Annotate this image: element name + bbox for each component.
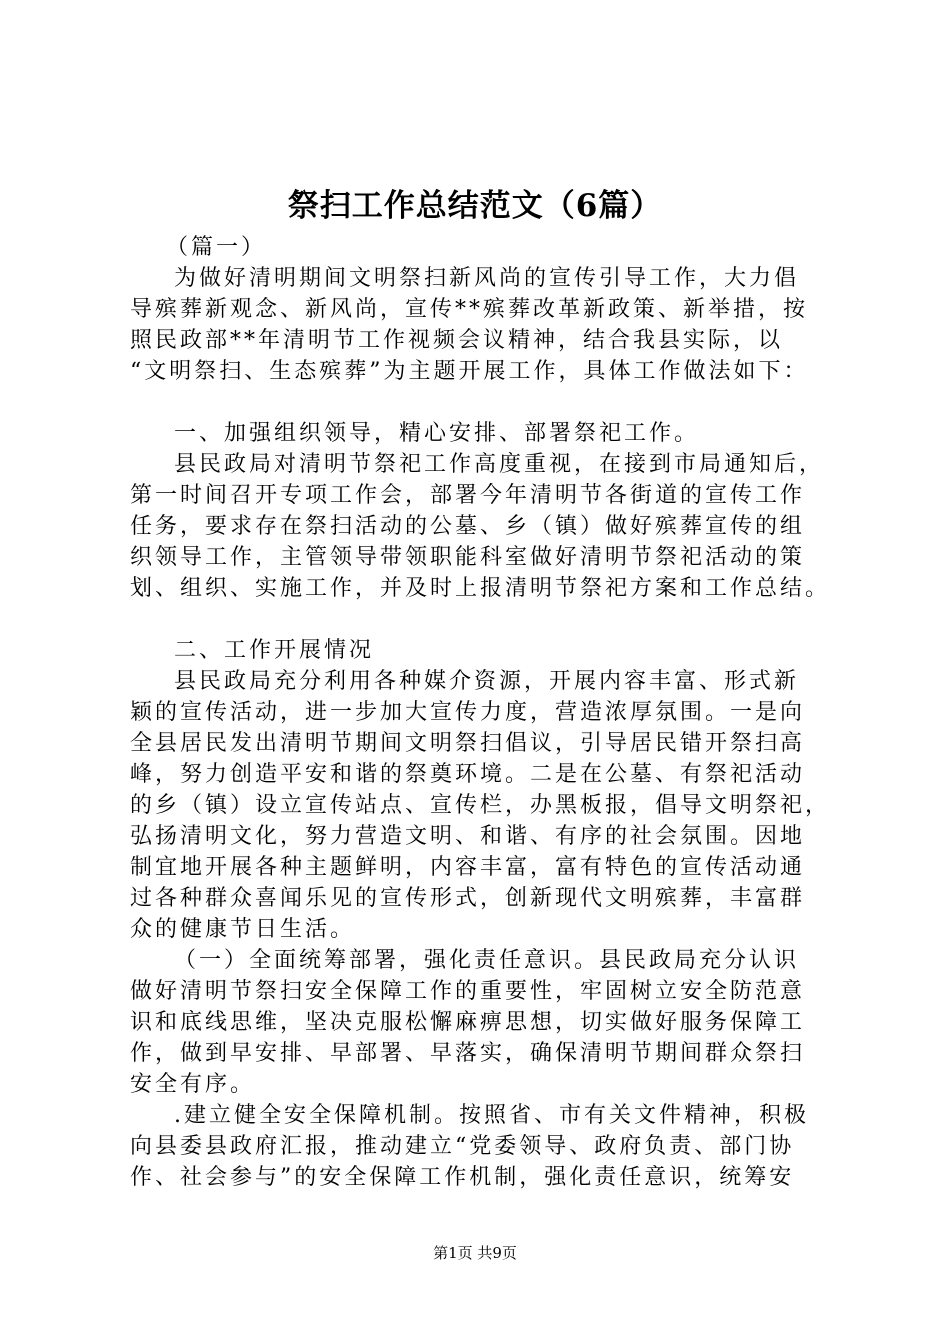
paragraph-line: 作、社会参与”的安全保障工作机制，强化责任意识，统筹安: [130, 1165, 795, 1190]
paragraph-line: （一）全面统筹部署，强化责任意识。县民政局充分认识: [174, 948, 800, 973]
paragraph-line: 颖的宣传活动，进一步加大宣传力度，营造浓厚氛围。一是向: [130, 700, 806, 725]
paragraph-line: 制宜地开展各种主题鲜明，内容丰富，富有特色的宣传活动通: [130, 855, 806, 880]
paragraph-line: 峰，努力创造平安和谐的祭奠环境。二是在公墓、有祭祀活动: [130, 762, 806, 787]
paragraph-line: 作，做到早安排、早部署、早落实，确保清明节期间群众祭扫: [130, 1041, 806, 1066]
document-body: [130, 232, 830, 1193]
section-heading: 一、加强组织领导，精心安排、部署祭祀工作。: [174, 421, 700, 446]
paragraph-line: .建立健全安全保障机制。按照省、市有关文件精神，积极: [174, 1103, 809, 1128]
paragraph-line: 做好清明节祭扫安全保障工作的重要性，牢固树立安全防范意: [130, 979, 806, 1004]
paragraph-line: 全县居民发出清明节期间文明祭扫倡议，引导居民错开祭扫高: [130, 731, 806, 756]
paragraph-line: 第一时间召开专项工作会，部署今年清明节各街道的宣传工作: [130, 483, 806, 508]
intro-line: 导殡葬新观念、新风尚，宣传**殡葬改革新政策、新举措，按: [130, 297, 809, 322]
paragraph-line: 县民政局充分利用各种媒介资源，开展内容丰富、形式新: [174, 669, 800, 694]
paragraph-line: 过各种群众喜闻乐见的宣传形式，创新现代文明殡葬，丰富群: [130, 886, 806, 911]
paragraph-line: 划、组织、实施工作，并及时上报清明节祭祀方案和工作总结。: [130, 576, 831, 601]
paragraph-line: 众的健康节日生活。: [130, 917, 356, 942]
paragraph-line: 识和底线思维，坚决克服松懈麻痹思想，切实做好服务保障工: [130, 1010, 806, 1035]
paragraph-line: 弘扬清明文化，努力营造文明、和谐、有序的社会氛围。因地: [130, 824, 806, 849]
document-title: 祭扫工作总结范文（6篇）: [287, 188, 663, 224]
paragraph-line: 安全有序。: [130, 1072, 256, 1097]
paragraph-line: 县民政局对清明节祭祀工作高度重视，在接到市局通知后，: [174, 452, 825, 477]
intro-line: 为做好清明期间文明祭扫新风尚的宣传引导工作，大力倡: [174, 266, 800, 291]
paragraph-gap: [130, 387, 830, 418]
paragraph-line: 任务，要求存在祭扫活动的公墓、乡（镇）做好殡葬宣传的组: [130, 514, 806, 539]
section-heading: 二、工作开展情况: [174, 638, 375, 663]
paragraph-line: 织领导工作，主管领导带领职能科室做好清明节祭祀活动的策: [130, 545, 806, 570]
intro-line: “文明祭扫、生态殡葬”为主题开展工作，具体工作做法如下：: [130, 359, 809, 384]
intro-line: 照民政部**年清明节工作视频会议精神，结合我县实际，以: [130, 328, 784, 353]
paragraph-line: 向县委县政府汇报，推动建立“党委领导、政府负责、部门协: [130, 1134, 795, 1159]
paragraph-line: 的乡（镇）设立宣传站点、宣传栏，办黑板报，倡导文明祭祀，: [130, 793, 831, 818]
paragraph-gap: [130, 604, 830, 635]
page-footer: 第1页 共9页: [433, 1244, 517, 1262]
section-label: （篇一）: [166, 235, 267, 260]
